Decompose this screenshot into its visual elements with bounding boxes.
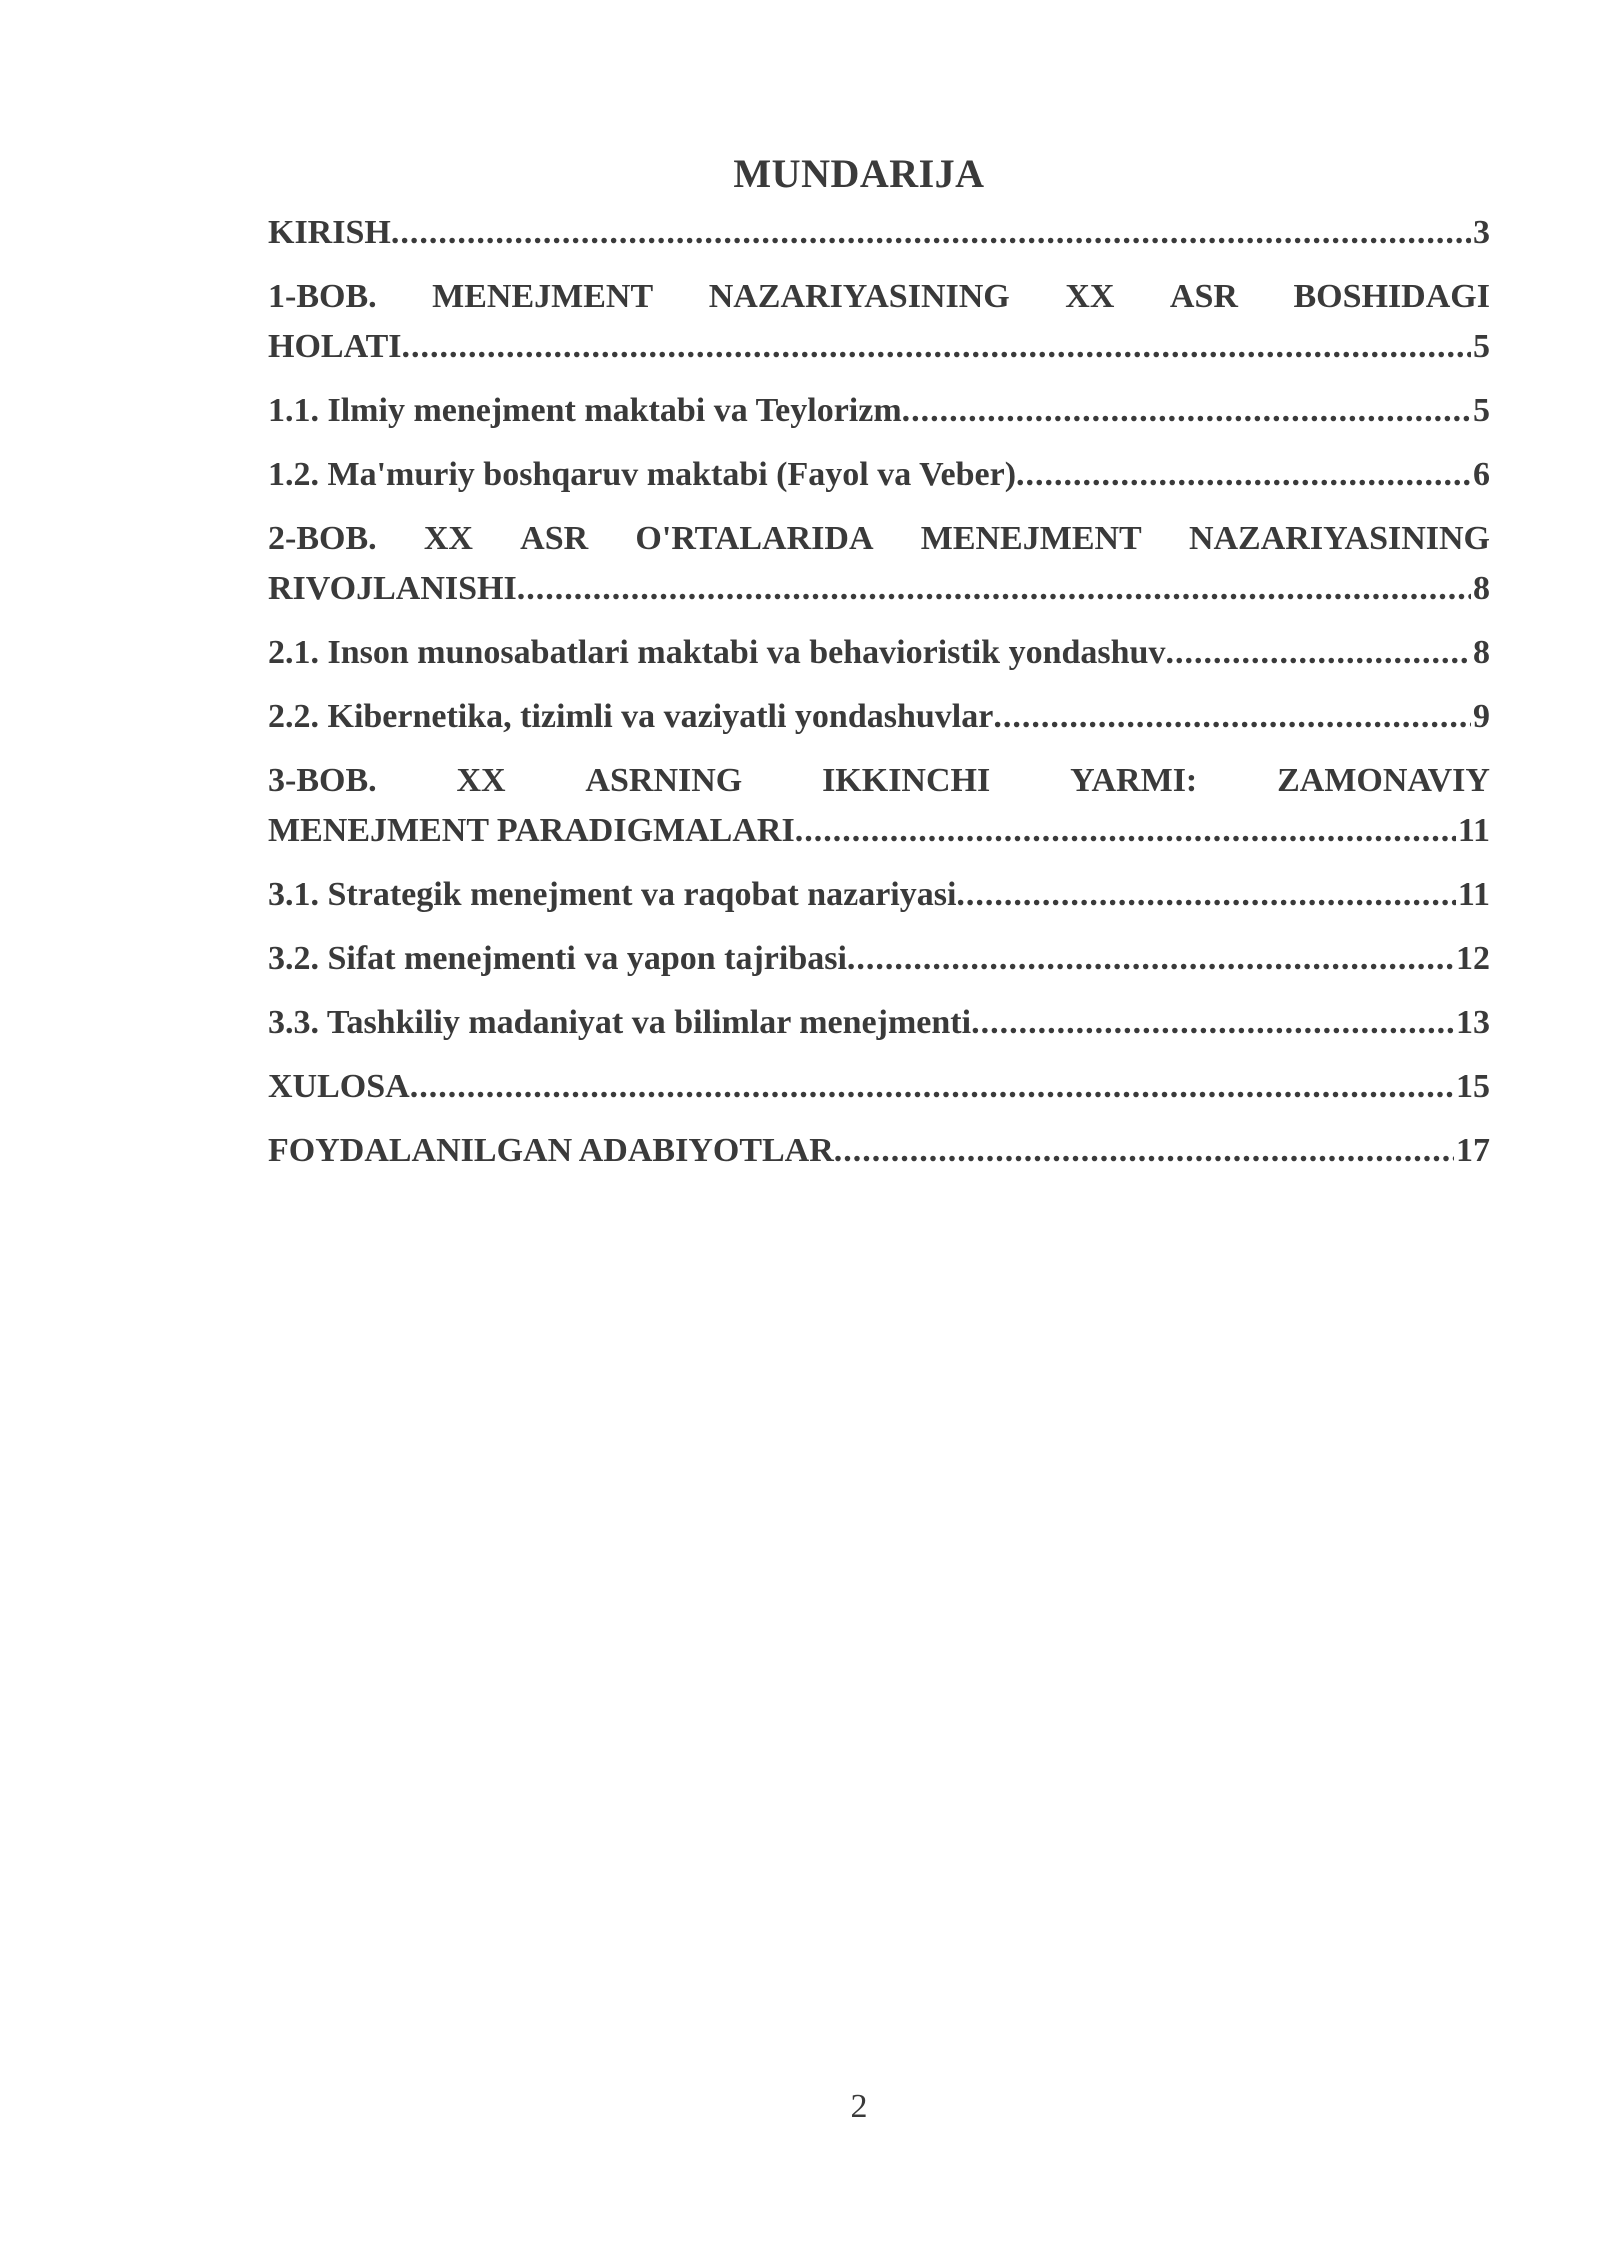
toc-page-number: 9 (1473, 698, 1490, 735)
toc-entry-heading-line (268, 756, 1490, 806)
toc-entry-label: XULOSA (268, 1068, 410, 1105)
toc-page-number: 12 (1456, 940, 1490, 977)
toc-entry-continuation-line (268, 564, 1490, 614)
toc-word: ASRNING (585, 762, 743, 799)
toc-entry-xulosa[interactable] (268, 1062, 1490, 1112)
toc-leader-dots (410, 1062, 1454, 1112)
toc-leader-dots (795, 806, 1456, 856)
toc-entry-2-2[interactable] (268, 692, 1490, 742)
toc-page-number: 8 (1473, 634, 1490, 671)
toc-entry-heading-line (268, 272, 1490, 322)
toc-entry-kirish[interactable] (268, 208, 1490, 258)
toc-entry-adabiyotlar[interactable] (268, 1126, 1490, 1176)
toc-entry-3-2[interactable] (268, 934, 1490, 984)
toc-entry-continuation-line (268, 806, 1490, 856)
toc-leader-dots (971, 998, 1454, 1048)
toc-entry-continuation-line (268, 322, 1490, 372)
toc-entry-label: 1.1. Ilmiy menejment maktabi va Teylorizm (268, 392, 902, 429)
toc-page-number: 11 (1457, 876, 1490, 913)
toc-entry-3-3[interactable] (268, 998, 1490, 1048)
toc-entry-label: RIVOJLANISHI (268, 570, 517, 607)
toc-page-number: 15 (1456, 1068, 1490, 1105)
toc-leader-dots (402, 322, 1471, 372)
toc-word: 1-BOB. (268, 278, 377, 315)
toc-leader-dots (1016, 450, 1471, 500)
toc-leader-dots (993, 692, 1471, 742)
toc-page-number: 6 (1473, 456, 1490, 493)
toc-word: YARMI: (1070, 762, 1198, 799)
toc-word: IKKINCHI (822, 762, 991, 799)
toc-page-number: 11 (1457, 812, 1490, 849)
toc-entry-1-1[interactable] (268, 386, 1490, 436)
toc-entry-label: 3.2. Sifat menejmenti va yapon tajribasi (268, 940, 847, 977)
toc-entry-label: 1.2. Ma'muriy boshqaruv maktabi (Fayol va Veber) (268, 456, 1017, 493)
table-of-contents (268, 208, 1490, 1190)
page-number: 2 (850, 2088, 868, 2125)
toc-entry-label: KIRISH (268, 214, 391, 251)
toc-page-number: 5 (1473, 392, 1490, 429)
toc-entry-heading-line (268, 514, 1490, 564)
toc-page-number: 17 (1456, 1132, 1490, 1169)
toc-entry-1-2[interactable] (268, 450, 1490, 500)
page-title: MUNDARIJA (733, 151, 985, 196)
toc-page-number: 3 (1473, 214, 1490, 251)
toc-word: MENEJMENT (432, 278, 654, 315)
toc-leader-dots (902, 386, 1471, 436)
toc-word: XX (423, 520, 473, 557)
toc-page-number: 8 (1473, 570, 1490, 607)
toc-word: 2-BOB. (268, 520, 377, 557)
toc-leader-dots (847, 934, 1454, 984)
toc-word: 3-BOB. (268, 762, 377, 799)
toc-word: NAZARIYASINING (708, 278, 1010, 315)
toc-word: ASR (520, 520, 589, 557)
toc-word: BOSHIDAGI (1293, 278, 1490, 315)
toc-entry-2-1[interactable] (268, 628, 1490, 678)
toc-leader-dots (1165, 628, 1471, 678)
toc-entry-chapter-3[interactable] (268, 756, 1490, 856)
toc-leader-dots (391, 208, 1471, 258)
toc-word: ASR (1169, 278, 1238, 315)
toc-entry-label: FOYDALANILGAN ADABIYOTLAR (268, 1132, 834, 1169)
toc-entry-3-1[interactable] (268, 870, 1490, 920)
toc-word: XX (456, 762, 506, 799)
toc-word: XX (1065, 278, 1115, 315)
toc-entry-chapter-2[interactable] (268, 514, 1490, 614)
toc-entry-chapter-1[interactable] (268, 272, 1490, 372)
toc-word: MENEJMENT (920, 520, 1142, 557)
toc-page-number: 13 (1456, 1004, 1490, 1041)
toc-leader-dots (517, 564, 1471, 614)
toc-entry-label: 3.1. Strategik menejment va raqobat nazariyasi (268, 876, 957, 913)
toc-leader-dots (956, 870, 1455, 920)
toc-entry-label: 2.1. Inson munosabatlari maktabi va behavioristik yondashuv (268, 634, 1166, 671)
toc-entry-label: 2.2. Kibernetika, tizimli va vaziyatli yondashuvlar (268, 698, 994, 735)
toc-word: ZAMONAVIY (1277, 762, 1490, 799)
toc-entry-label: HOLATI (268, 328, 402, 365)
toc-word: O'RTALARIDA (635, 520, 874, 557)
toc-entry-label: MENEJMENT PARADIGMALARI (268, 812, 795, 849)
toc-word: NAZARIYASINING (1188, 520, 1490, 557)
toc-leader-dots (834, 1126, 1454, 1176)
toc-entry-label: 3.3. Tashkiliy madaniyat va bilimlar menejmenti (268, 1004, 972, 1041)
toc-page-number: 5 (1473, 328, 1490, 365)
